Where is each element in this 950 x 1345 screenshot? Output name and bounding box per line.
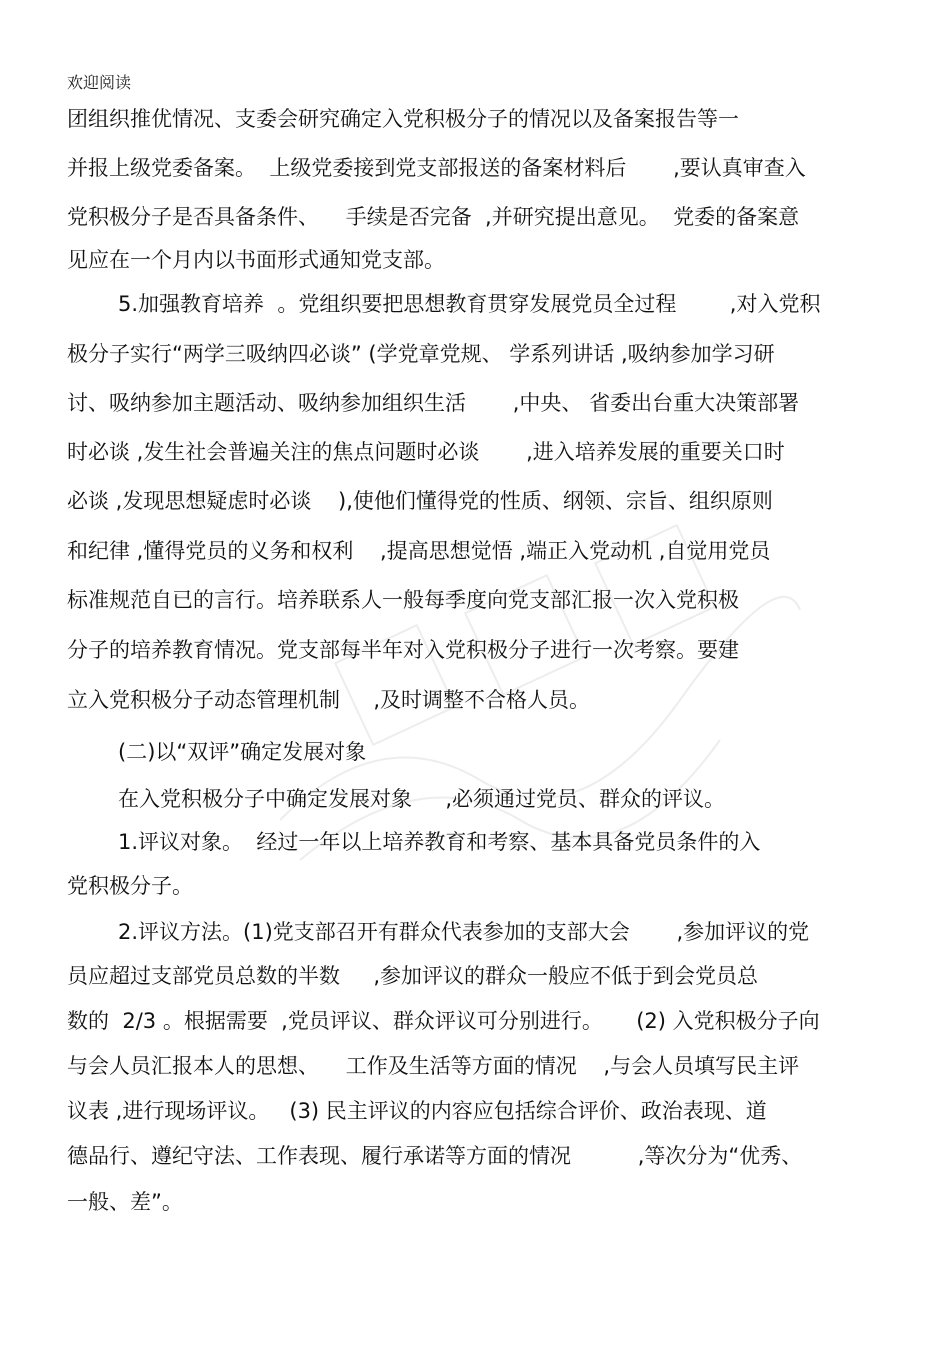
body-line: 团组织推优情况、支委会研究确定入党积极分子的情况以及备案报告等一	[67, 107, 739, 131]
body-line: 与会人员汇报本人的思想、 工作及生活等方面的情况 ,与会人员填写民主评	[67, 1054, 800, 1078]
body-line: 德品行、遵纪守法、工作表现、履行承诺等方面的情况 ,等次分为“优秀、	[67, 1144, 803, 1168]
page-header: 欢迎阅读	[67, 73, 132, 92]
body-line: 分子的培养教育情况。党支部每半年对入党积极分子进行一次考察。要建	[67, 638, 739, 662]
body-line: 5.加强教育培养 。党组织要把思想教育贯穿发展党员全过程 ,对入党积	[118, 292, 821, 316]
body-line: 时必谈 ,发生社会普遍关注的焦点问题时必谈 ,进入培养发展的重要关口时	[67, 440, 785, 464]
body-line: 党积极分子。	[67, 874, 193, 898]
body-line: 讨、吸纳参加主题活动、吸纳参加组织生活 ,中央、 省委出台重大决策部署	[67, 391, 800, 415]
body-line: 议表 ,进行现场评议。 (3) 民主评议的内容应包括综合评价、政治表现、道	[67, 1099, 767, 1123]
body-line: 数的 2/3 。根据需要 ,党员评议、群众评议可分别进行。 (2) 入党积极分子向	[67, 1009, 820, 1033]
body-line: 立入党积极分子动态管理机制 ,及时调整不合格人员。	[67, 688, 591, 712]
body-line: 标准规范自已的言行。培养联系人一般每季度向党支部汇报一次入党积极	[67, 588, 739, 612]
body-line: 见应在一个月内以书面形式通知党支部。	[67, 248, 445, 272]
body-line: 极分子实行“两学三吸纳四必谈” (学党章党规、 学系列讲话 ,吸纳参加学习研	[67, 342, 775, 366]
body-line: 1.评议对象。 经过一年以上培养教育和考察、基本具备党员条件的入	[118, 830, 761, 854]
body-line: 并报上级党委备案。 上级党委接到党支部报送的备案材料后 ,要认真审查入	[67, 156, 806, 180]
body-line: 在入党积极分子中确定发展对象 ,必须通过党员、群众的评议。	[118, 787, 726, 811]
body-line: 必谈 ,发现思想疑虑时必谈 ),使他们懂得党的性质、纲领、宗旨、组织原则	[67, 489, 773, 513]
body-line: 和纪律 ,懂得党员的义务和权利 ,提高思想觉悟 ,端正入党动机 ,自觉用党员	[67, 539, 771, 563]
section-heading: (二)以“双评”确定发展对象	[118, 740, 367, 764]
body-line: 员应超过支部党员总数的半数 ,参加评议的群众一般应不低于到会党员总	[67, 964, 759, 988]
body-line: 党积极分子是否具备条件、 手续是否完备 ,并研究提出意见。 党委的备案意	[67, 205, 800, 229]
body-line: 一般、差”。	[67, 1190, 183, 1214]
body-line: 2.评议方法。(1)党支部召开有群众代表参加的支部大会 ,参加评议的党	[118, 920, 810, 944]
